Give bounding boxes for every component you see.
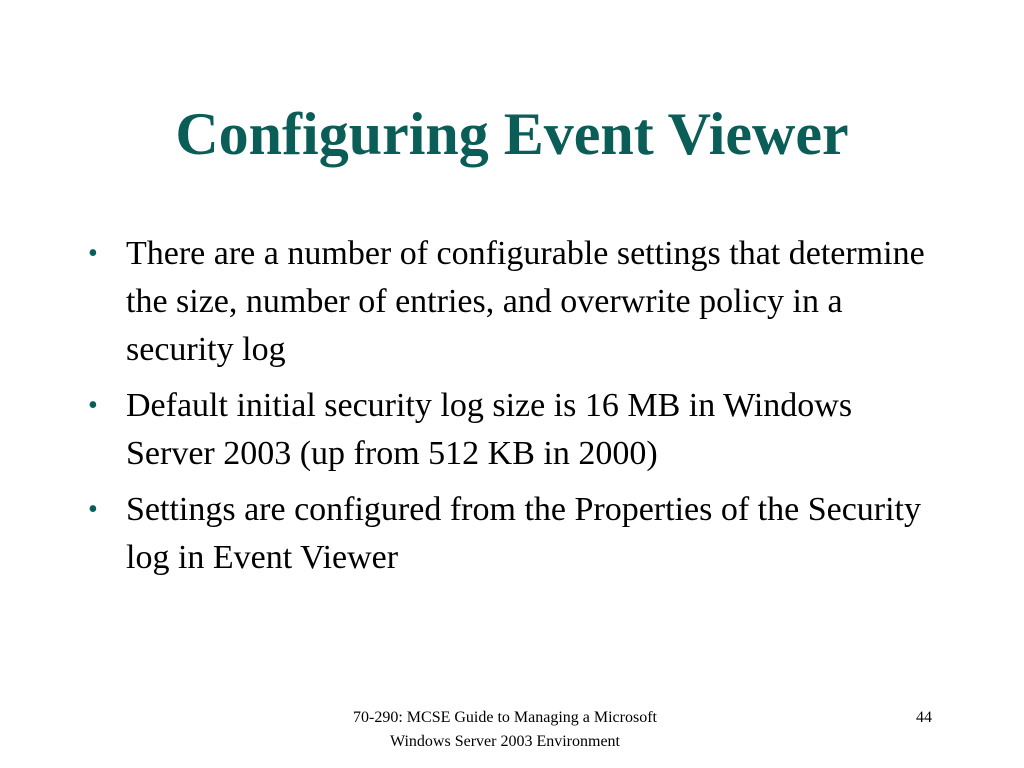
bullet-item <box>88 230 928 374</box>
bullet-item <box>88 486 928 582</box>
bullet-icon: • <box>88 494 98 525</box>
page-number: 44 <box>916 709 932 726</box>
bullet-text: Settings are configured from the Properties of the Security log in Event Viewer <box>126 491 921 576</box>
bullet-text: Default initial security log size is 16 MB in Windows Server 2003 (up from 512 KB in 2000) <box>126 387 853 472</box>
footer-line-1: 70-290: MCSE Guide to Managing a Microsoft <box>353 709 657 726</box>
footer-caption <box>300 706 710 754</box>
footer-line-2: Windows Server 2003 Environment <box>390 733 620 750</box>
bullet-item <box>88 382 928 478</box>
bullet-list <box>88 230 928 590</box>
slide-title: Configuring Event Viewer <box>175 101 849 167</box>
bullet-icon: • <box>88 238 98 269</box>
bullet-text: There are a number of configurable settings that determine the size, number of entries, and overwrite policy in a security log <box>126 235 925 368</box>
bullet-icon: • <box>88 390 98 421</box>
